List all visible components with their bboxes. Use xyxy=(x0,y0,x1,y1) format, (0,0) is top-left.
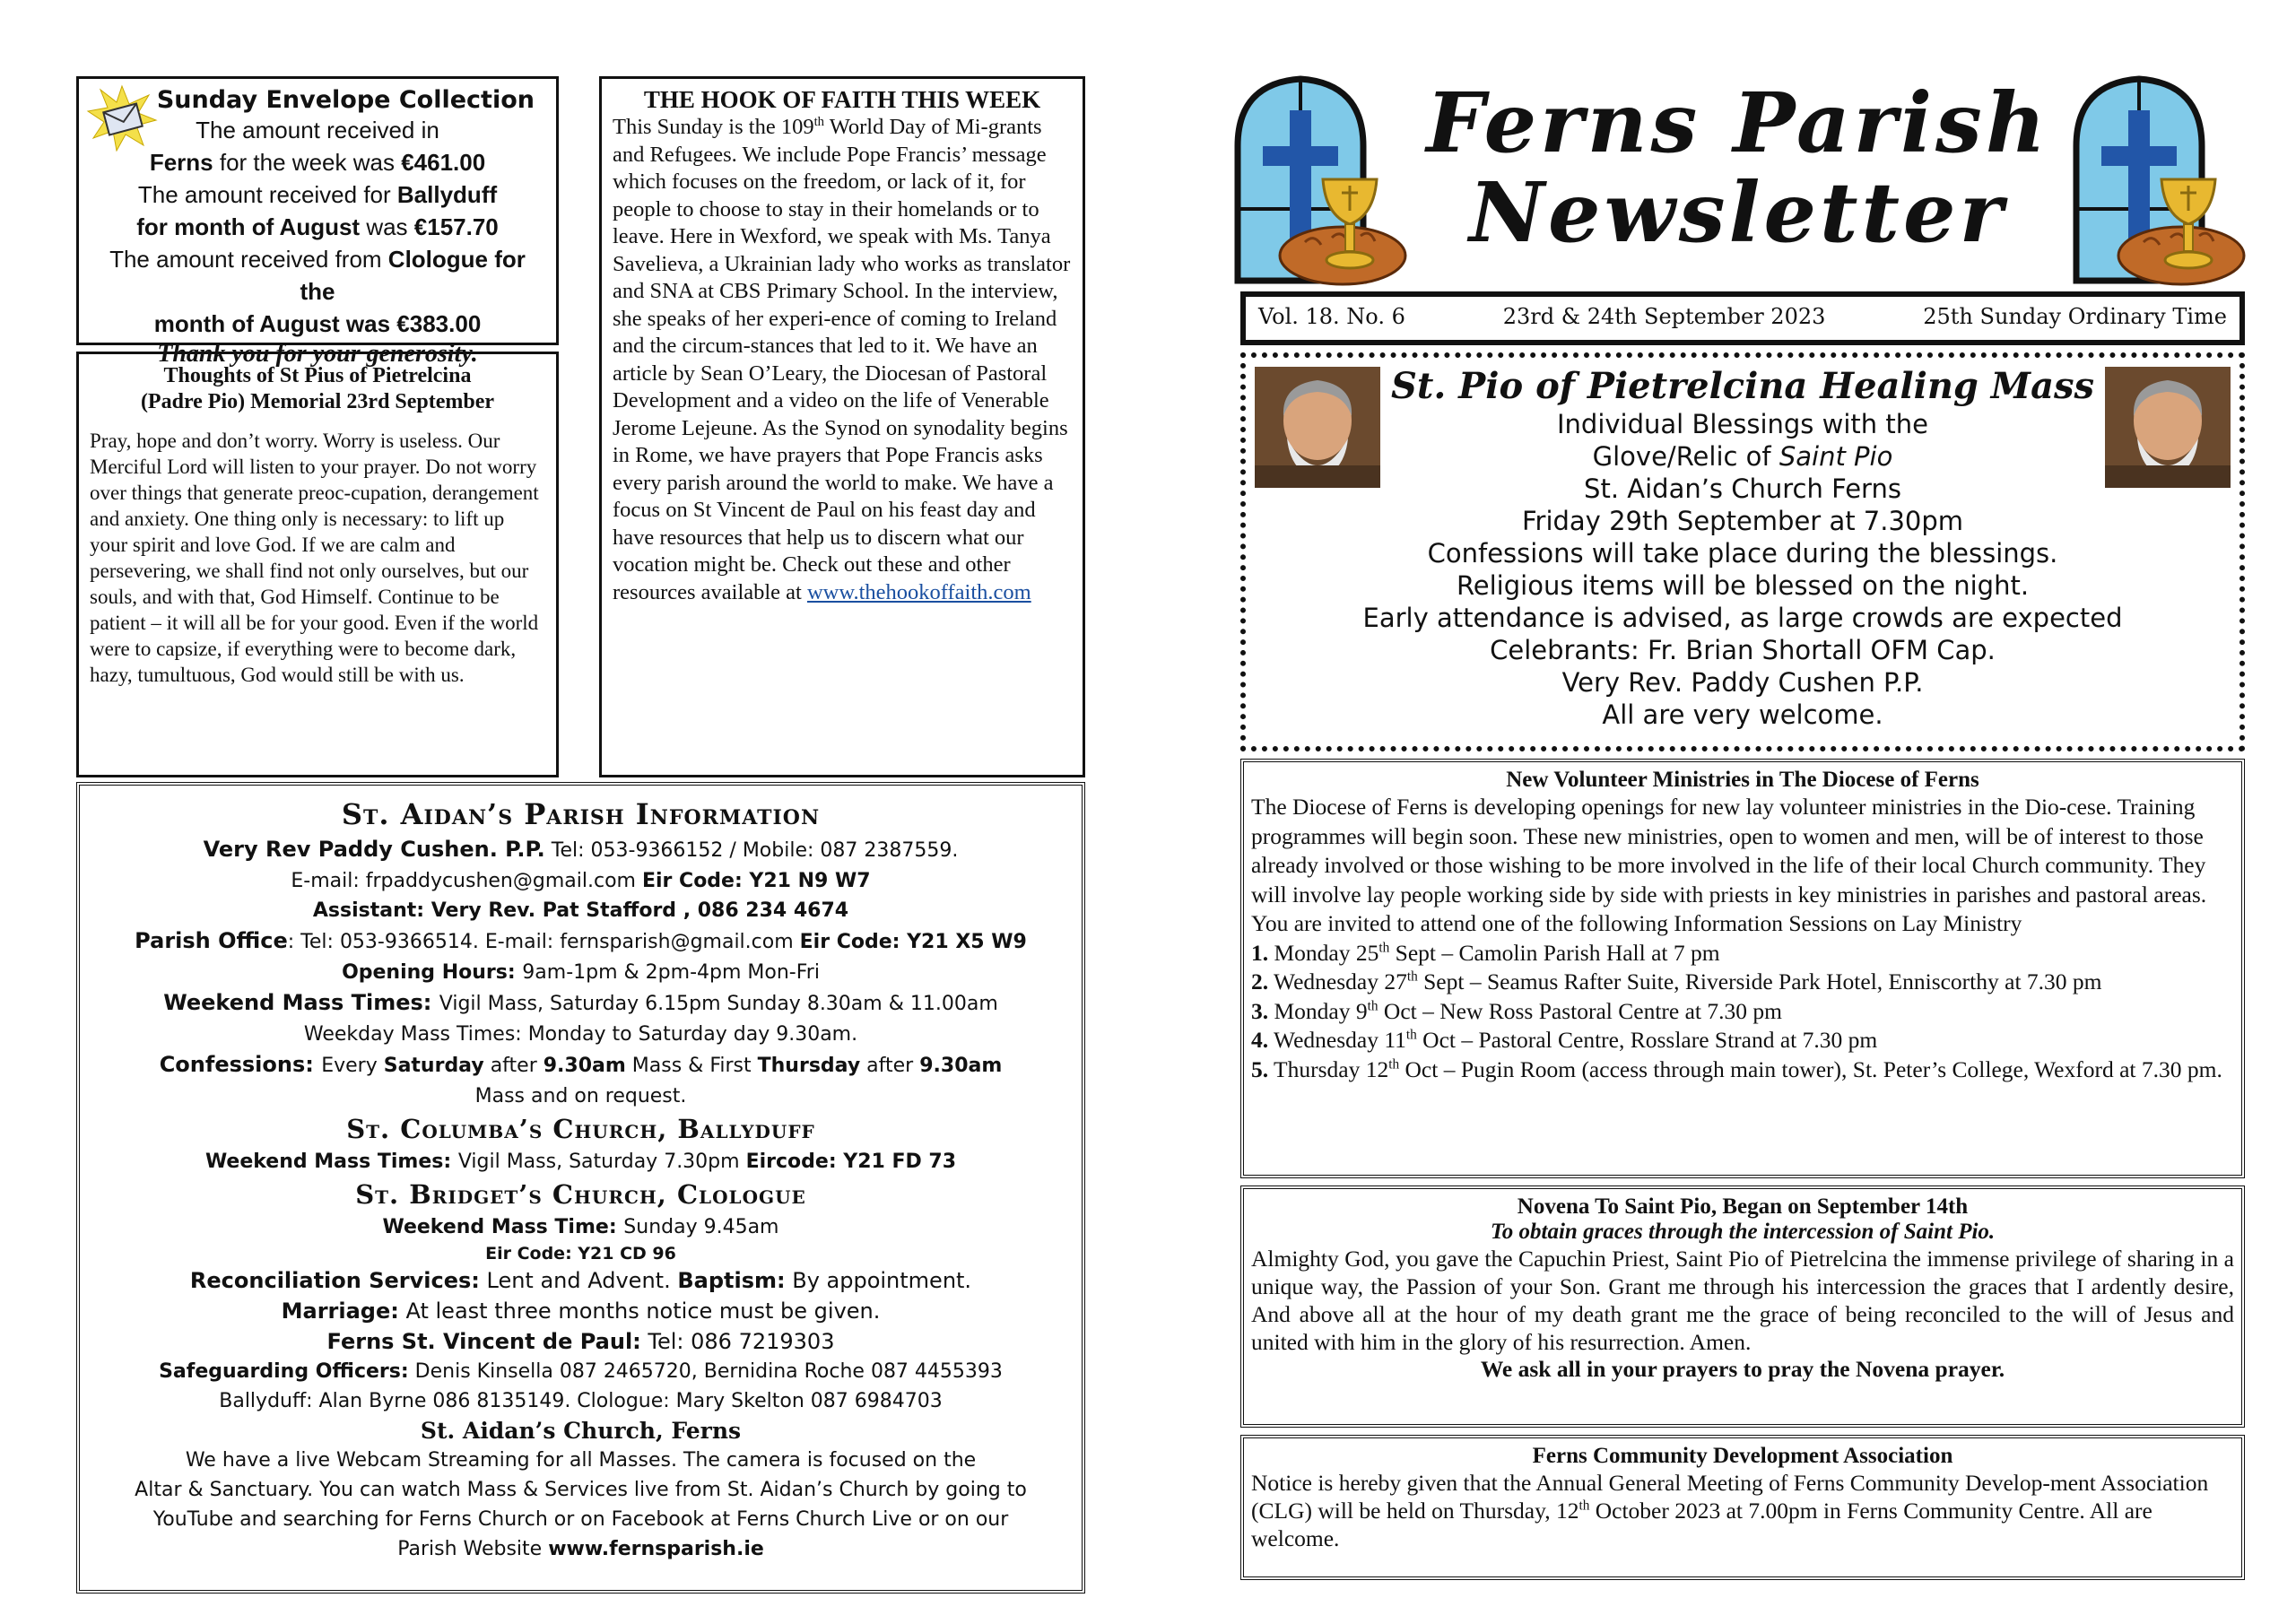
parish-info-title: St. Aidan’s Parish Information xyxy=(341,797,821,831)
hook-website-link[interactable]: www.thehookoffaith.com xyxy=(806,579,1031,604)
healing-mass-box xyxy=(1240,352,2245,751)
community-association-box xyxy=(1240,1435,2245,1580)
confessions: Confessions: Every Saturday after 9.30am Mass & First Thursday after 9.30am xyxy=(159,1052,1003,1077)
bridget-mass-time: Weekend Mass Time: Sunday 9.45am xyxy=(382,1216,779,1238)
novena-body: Almighty God, you gave the Capuchin Priest, Saint Pio of Pietrelcina the immense privilege of sharing in a unique way, the Passion of your Son. Grant me through his intercession the graces that I ardently desire, And above all at the hour of my death grant me the grace of being reconciled to the will of Jesus and united with him in the glory of his resurrection. Amen. xyxy=(1251,1246,2234,1355)
community-body: Notice is hereby given that the Annual General Meeting of Ferns Community Develop-ment Association (CLG) will be held on Thursday, 12th October 2023 at 7.00pm in Ferns Community Centre. All are welcome. xyxy=(1251,1470,2209,1551)
newsletter-title-line-2: Newsletter xyxy=(1468,164,2007,261)
bridget-title: St. Bridget’s Church, Clologue xyxy=(355,1179,806,1210)
webcam-line: Altar & Sanctuary. You can watch Mass & Services live from St. Aidan’s Church by going to xyxy=(135,1479,1027,1501)
healing-line: All are very welcome. xyxy=(1602,699,1883,730)
volunteer-session: 2. Wednesday 27th Sept – Seamus Rafter Suite, Riverside Park Hotel, Enniscorthy at 7.30 pm xyxy=(1251,968,2102,994)
envelope-line: The amount received for Ballyduff xyxy=(137,181,498,208)
safeguarding-officers: Safeguarding Officers: Denis Kinsella 087 2465720, Bernidina Roche 087 4455393 xyxy=(159,1360,1003,1383)
envelope-line: for month of August was €157.70 xyxy=(136,213,499,240)
envelope-line: month of August was €383.00 xyxy=(153,310,482,337)
envelope-thanks: Thank you for your generosity. xyxy=(157,340,478,368)
healing-line: Religious items will be blessed on the night. xyxy=(1456,570,2030,601)
masthead xyxy=(1229,67,2247,291)
columba-mass-times: Weekend Mass Times: Vigil Mass, Saturday 7.30pm Eircode: Y21 FD 73 xyxy=(204,1151,957,1173)
healing-line: Friday 29th September at 7.30pm xyxy=(1521,506,1964,536)
reconciliation-baptism: Reconciliation Services: Lent and Advent. Baptism: By appointment. xyxy=(189,1268,972,1293)
confessions-line-2: Mass and on request. xyxy=(474,1085,687,1107)
padre-pio-portrait xyxy=(2105,367,2231,488)
community-heading: Ferns Community Development Association xyxy=(1532,1444,1953,1468)
aidan-church-title: St. Aidan’s Church, Ferns xyxy=(420,1418,742,1444)
pio-thoughts-heading: Thoughts of St Pius of Pietrelcina xyxy=(163,364,472,387)
envelope-title: Sunday Envelope Collection xyxy=(156,86,535,114)
novena-heading: Novena To Saint Pio, Began on September 14th xyxy=(1517,1194,1969,1219)
weekday-mass-times: Weekday Mass Times: Monday to Saturday day 9.30am. xyxy=(303,1023,858,1046)
safeguarding-officers-2: Ballyduff: Alan Byrne 086 8135149. Clologue: Mary Skelton 087 6984703 xyxy=(219,1390,943,1412)
healing-line: Glove/Relic of Saint Pio xyxy=(1592,441,1893,472)
envelope-icon xyxy=(86,84,158,152)
assistant-priest: Assistant: Very Rev. Pat Stafford , 086 234 4674 xyxy=(312,899,849,922)
columba-title: St. Columba’s Church, Ballyduff xyxy=(346,1114,815,1144)
hook-body: This Sunday is the 109th World Day of Mi-grants and Refugees. We include Pope Francis’ message which focuses on the freedom, or lack of it, for people to choose to stay in their homelands or to leave. Here in Wexford, we speak with Ms. Tanya Savelieva, a Ukrainian lady who works as translator and SNA at CBS Primary School. In the interview, she speaks of her experi-ence of coming to Ireland and the circum-stances that led to it. We have an article by Sean O’Leary, the Diocesan of Pastoral Development and a video on the life of Venerable Jerome Lejeune. As the Synod on synodality begins in Rome, we have prayers that Pope Francis asks every parish around the world to make. We have a focus on St Vincent de Paul on his feast day and have resources that help us to discern what our vocation might be. Check out these and other resources available at www.thehookoffaith.com xyxy=(613,114,1071,604)
healing-mass-title: St. Pio of Pietrelcina Healing Mass xyxy=(1390,365,2095,407)
parish-office: Parish Office: Tel: 053-9366514. E-mail: fernsparish@gmail.com Eir Code: Y21 X5 W9 xyxy=(135,928,1027,953)
priest-contact: Very Rev Paddy Cushen. P.P. Tel: 053-9366152 / Mobile: 087 2387559. xyxy=(203,837,959,862)
issue-date: 23rd & 24th September 2023 xyxy=(1502,304,1826,329)
hook-heading: THE HOOK OF FAITH THIS WEEK xyxy=(643,86,1041,113)
healing-line: Individual Blessings with the xyxy=(1557,409,1928,439)
padre-pio-portrait xyxy=(1255,367,1380,488)
priest-email: E-mail: frpaddycushen@gmail.com Eir Code: Y21 N9 W7 xyxy=(291,870,871,892)
parish-website-link[interactable]: www.fernsparish.ie xyxy=(548,1538,764,1560)
issue-sunday: 25th Sunday Ordinary Time xyxy=(1923,304,2227,329)
envelope-line: The amount received in xyxy=(196,117,439,143)
healing-line: Very Rev. Paddy Cushen P.P. xyxy=(1561,667,1924,698)
healing-line: Celebrants: Fr. Brian Shortall OFM Cap. xyxy=(1490,635,1996,665)
pio-thoughts-box xyxy=(76,352,559,777)
volunteer-session: 5. Thursday 12th Oct – Pugin Room (access through main tower), St. Peter’s College, Wexford at 7.30 pm. xyxy=(1251,1055,2222,1082)
webcam-line: We have a live Webcam Streaming for all Masses. The camera is focused on the xyxy=(185,1449,977,1472)
envelope-line: The amount received from Clologue for the xyxy=(109,246,526,305)
healing-line: St. Aidan’s Church Ferns xyxy=(1584,473,1901,504)
opening-hours: Opening Hours: 9am-1pm & 2pm-4pm Mon-Fri xyxy=(342,961,820,984)
healing-line: Confessions will take place during the blessings. xyxy=(1427,538,2058,569)
webcam-line: YouTube and searching for Ferns Church or on Facebook at Ferns Church Live or on our xyxy=(152,1508,1009,1531)
marriage: Marriage: At least three months notice must be given. xyxy=(281,1298,881,1324)
envelope-collection-box xyxy=(76,76,559,368)
issue-bar xyxy=(1240,291,2245,345)
svdp: Ferns St. Vincent de Paul: Tel: 086 7219303 xyxy=(326,1329,835,1354)
chalice-icon xyxy=(2157,175,2220,274)
newsletter-title-line-1: Ferns Parish xyxy=(1426,74,2049,171)
weekend-mass-times: Weekend Mass Times: Vigil Mass, Saturday 6.15pm Sunday 8.30am & 11.00am xyxy=(163,990,998,1015)
healing-line: Early attendance is advised, as large crowds are expected xyxy=(1362,603,2123,633)
volunteer-session: 4. Wednesday 11th Oct – Pastoral Centre, Rosslare Strand at 7.30 pm xyxy=(1251,1027,1878,1053)
volunteer-session: 3. Monday 9th Oct – New Ross Pastoral Centre at 7.30 pm xyxy=(1251,997,1782,1024)
hook-of-faith-box xyxy=(599,76,1085,777)
webcam-line: Parish Website www.fernsparish.ie xyxy=(397,1538,764,1560)
volunteer-invite: You are invited to attend one of the following Information Sessions on Lay Ministry xyxy=(1251,910,2022,936)
issue-volume: Vol. 18. No. 6 xyxy=(1258,304,1405,329)
novena-box xyxy=(1240,1185,2245,1428)
volunteer-body: The Diocese of Ferns is developing openings for new lay volunteer ministries in the Dio-cese. Training programmes will begin soon. These new ministries, open to women and men, will be of interest to those already involved or those wishing to be more involved in the life of their local Church community. They will involve lay people working side by side with priests in key ministries in parishes and pastoral areas. xyxy=(1251,794,2207,908)
bridget-eir-code: Eir Code: Y21 CD 96 xyxy=(485,1244,676,1264)
volunteer-session: 1. Monday 25th Sept – Camolin Parish Hall at 7 pm xyxy=(1251,939,1720,966)
pio-thoughts-heading-2: (Padre Pio) Memorial 23rd September xyxy=(140,390,495,413)
envelope-line: Ferns for the week was €461.00 xyxy=(149,149,486,176)
novena-subheading: To obtain graces through the intercession of Saint Pio. xyxy=(1490,1220,1996,1244)
parish-information-box xyxy=(76,782,1085,1594)
pio-thoughts-body: Pray, hope and don’t worry. Worry is useless. Our Merciful Lord will listen to your prayer. Do not worry over things that generate preoc-cupation, derangement and anxiety. One thing only is necessary: to lift up your spirit and love God. If we are calm and persevering, we shall find not only ourselves, but our souls, and with that, God Himself. Continue to be patient – it will all be for your good. Even if the world were to capsize, if everything were to become dark, hazy, tumultuous, God would still be with us. xyxy=(90,430,539,686)
novena-closing: We ask all in your prayers to pray the Novena prayer. xyxy=(1480,1356,2005,1382)
volunteer-ministries-box xyxy=(1240,759,2245,1178)
volunteer-heading: New Volunteer Ministries in The Diocese of Ferns xyxy=(1506,768,1979,792)
